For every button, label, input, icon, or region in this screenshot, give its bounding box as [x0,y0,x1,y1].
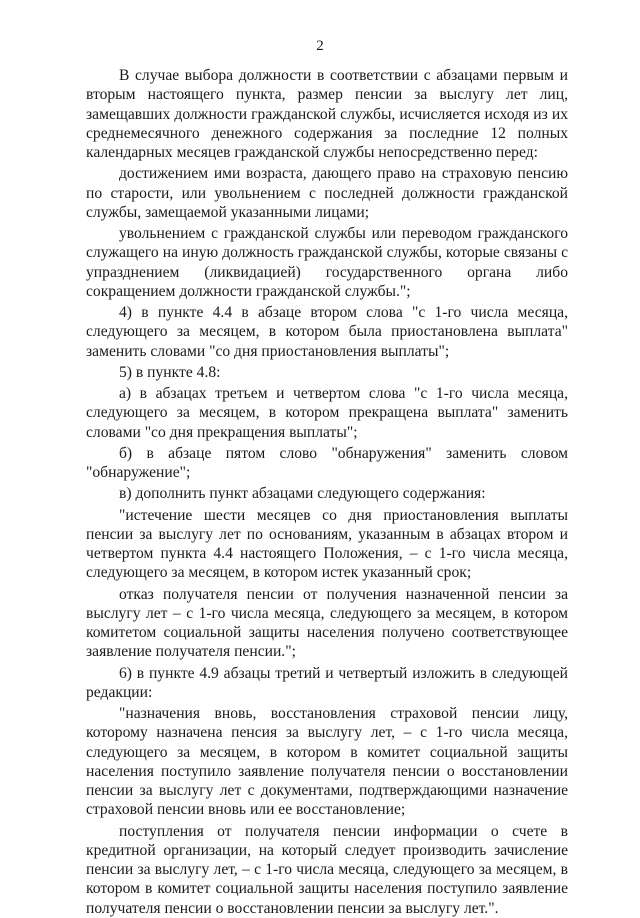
paragraph: 5) в пункте 4.8: [119,363,221,381]
paragraph: достижением ими возраста, дающего право на страховую пенсию по старости, или увольнением с последней должности гражданской службы, замещаемой указанными лицами; [86,165,568,221]
paragraph: а) в абзацах третьем и четвертом слова "с 1-го числа месяца, следующего за месяцем, в котором прекращена выплата" заменить словами "со дня прекращения выплаты"; [86,385,568,441]
paragraph: увольнением с гражданской службы или переводом гражданского служащего на иную должность гражданской службы, которые связаны с упразднением (ликвидацией) государственного органа либо сокращением должности гражданской службы."; [86,225,568,300]
paragraph: отказ получателя пенсии от получения назначенной пенсии за выслугу лет – с 1-го числа месяца, следующего за месяцем, в котором комитетом социальной защиты населения получено соответствующее заявление получателя пенсии."; [86,585,568,661]
document-body [86,66,568,918]
paragraph: в) дополнить пункт абзацами следующего содержания: [119,485,486,503]
paragraph: "истечение шести месяцев со дня приостановления выплаты пенсии за выслугу лет по основаниям, указанным в абзацах втором и четвертом пункта 4.4 настоящего Положения, – с 1-го числа месяца, следующего за месяцем, в котором истек указанный срок; [86,506,568,582]
paragraph: 6) в пункте 4.9 абзацы третий и четвертый изложить в следующей редакции: [86,664,568,701]
paragraph: "назначения вновь, восстановления страховой пенсии лицу, которому назначена пенсия за выслугу лет, – с 1-го числа месяца, следующего за месяцем, в котором в комитет социальной защиты населения поступило заявление получателя пенсии о восстановлении пенсии за выслугу лет с документами, подтверждающими назначение страховой пенсии вновь или ее восстановление; [86,705,568,819]
paragraph: б) в абзаце пятом слово "обнаружения" заменить словом "обнаружение"; [86,444,568,481]
paragraph: В случае выбора должности в соответствии с абзацами первым и вторым настоящего пункта, размер пенсии за выслугу лет лиц, замещавших должности гражданской службы, исчисляется исходя из их среднемесячного денежного содержания за последние 12 полных календарных месяцев гражданской службы непосредственно перед: [86,67,568,161]
paragraph: 4) в пункте 4.4 в абзаце втором слова "с 1-го числа месяца, следующего за месяцем, в котором была приостановлена выплата" заменить словами "со дня приостановления выплаты"; [86,304,568,360]
page-number: 2 [316,38,324,54]
paragraph: поступления от получателя пенсии информации о счете в кредитной организации, на который следует производить зачисление пенсии за выслугу лет, – с 1-го числа месяца, следующего за месяцем, в котором в комитет социальной защиты населения поступило заявление получателя пенсии о восстановлении пенсии за выслугу лет.". [86,822,568,917]
